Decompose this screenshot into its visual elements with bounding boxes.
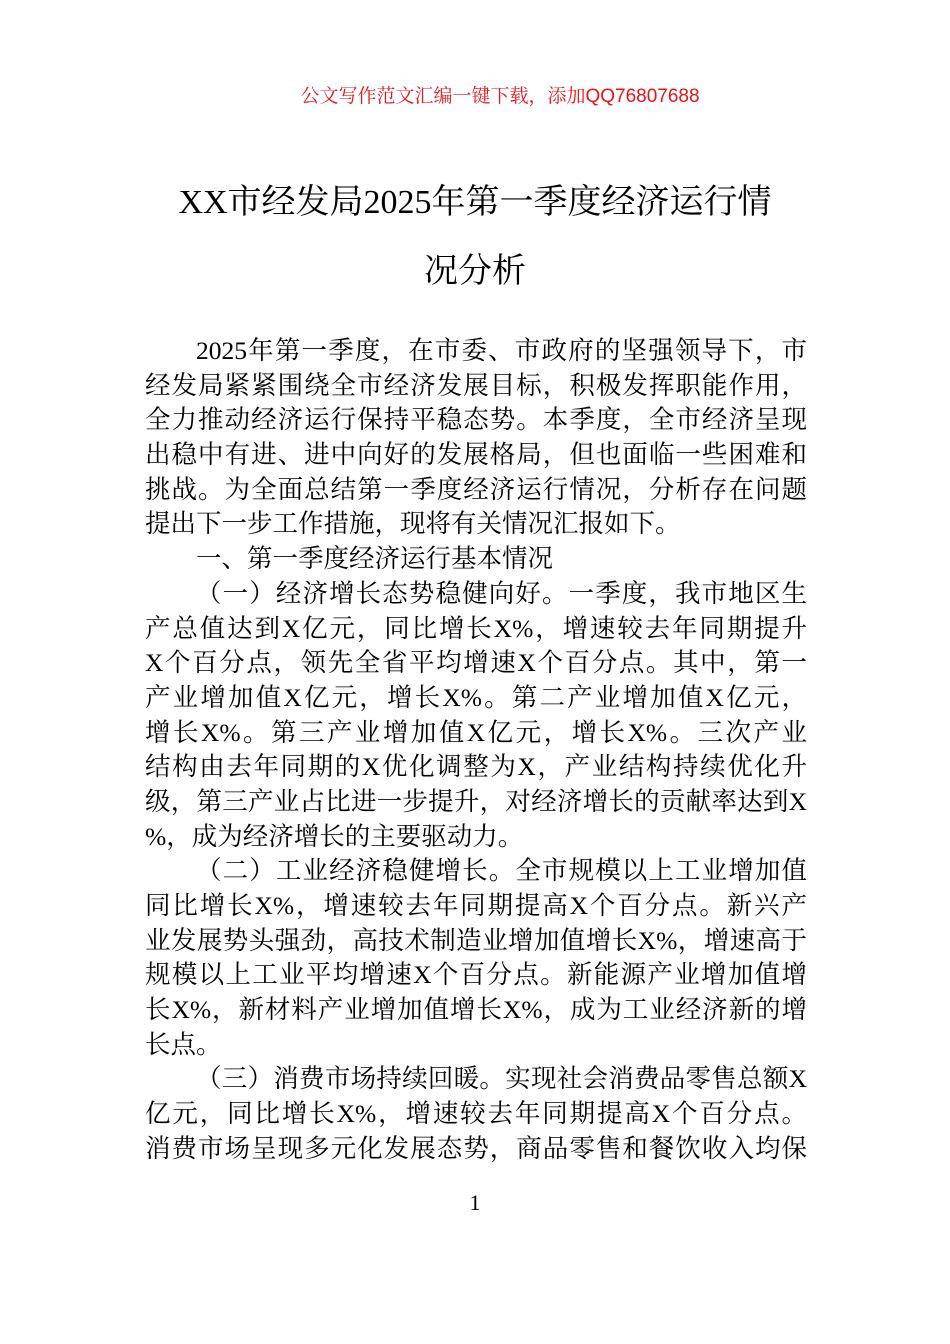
text-line: （一）经济增长态势稳健向好。一季度，我市地区生 xyxy=(196,578,807,608)
text-line: 出稳中有进、进中向好的发展格局，但也面临一些困难和 xyxy=(145,440,807,470)
text-line: 亿元，同比增长X%，增速较去年同期提高X个百分点。 xyxy=(145,1099,807,1129)
title-line: XX市经发局2025年第一季度经济运行情 xyxy=(178,184,772,221)
download-notice: 公文写作范文汇编一键下载，添加QQ76807688 xyxy=(300,86,700,107)
document-body xyxy=(145,334,807,1167)
text-line: 挑战。为全面总结第一季度经济运行情况，分析存在问题 xyxy=(145,474,807,504)
text-line: 产业增加值X亿元，增长X%。第二产业增加值X亿元， xyxy=(145,682,807,712)
page-number: 1 xyxy=(469,1190,481,1215)
title-line: 况分析 xyxy=(424,253,526,290)
paragraph xyxy=(145,1062,807,1166)
paragraph xyxy=(145,854,807,1062)
text-line: 提出下一步工作措施，现将有关情况汇报如下。 xyxy=(145,509,681,539)
text-line: 2025年第一季度，在市委、市政府的坚强领导下，市 xyxy=(196,336,807,365)
text-line: 规模以上工业平均增速X个百分点。新能源产业增加值增 xyxy=(145,960,807,990)
text-line: 结构由去年同期的X优化调整为X，产业结构持续优化升 xyxy=(145,752,807,782)
text-line: X个百分点，领先全省平均增速X个百分点。其中，第一 xyxy=(145,648,807,678)
text-line: 同比增长X%，增速较去年同期提高X个百分点。新兴产 xyxy=(145,891,807,920)
document-title xyxy=(145,168,805,306)
text-line: 经发局紧紧围绕全市经济发展目标，积极发挥职能作用， xyxy=(145,370,807,400)
paragraph xyxy=(145,542,807,577)
paragraph xyxy=(145,577,807,855)
text-line: （二）工业经济稳健增长。全市规模以上工业增加值 xyxy=(196,856,807,886)
text-line: （三）消费市场持续回暖。实现社会消费品零售总额X xyxy=(196,1064,807,1094)
text-line: 消费市场呈现多元化发展态势，商品零售和餐饮收入均保 xyxy=(145,1133,807,1163)
text-line: 长X%，新材料产业增加值增长X%，成为工业经济新的增 xyxy=(145,995,807,1025)
text-line: 业发展势头强劲，高技术制造业增加值增长X%，增速高于 xyxy=(145,925,807,955)
text-line: %，成为经济增长的主要驱动力。 xyxy=(145,821,524,851)
text-line: 一、第一季度经济运行基本情况 xyxy=(196,544,554,574)
text-line: 产总值达到X亿元，同比增长X%，增速较去年同期提升 xyxy=(145,613,807,643)
text-line: 增长X%。第三产业增加值X亿元，增长X%。三次产业 xyxy=(145,717,807,747)
text-line: 级，第三产业占比进一步提升，对经济增长的贡献率达到X xyxy=(145,786,807,816)
text-line: 全力推动经济运行保持平稳态势。本季度，全市经济呈现 xyxy=(145,405,807,435)
text-line: 长点。 xyxy=(145,1029,222,1059)
paragraph xyxy=(145,334,807,542)
